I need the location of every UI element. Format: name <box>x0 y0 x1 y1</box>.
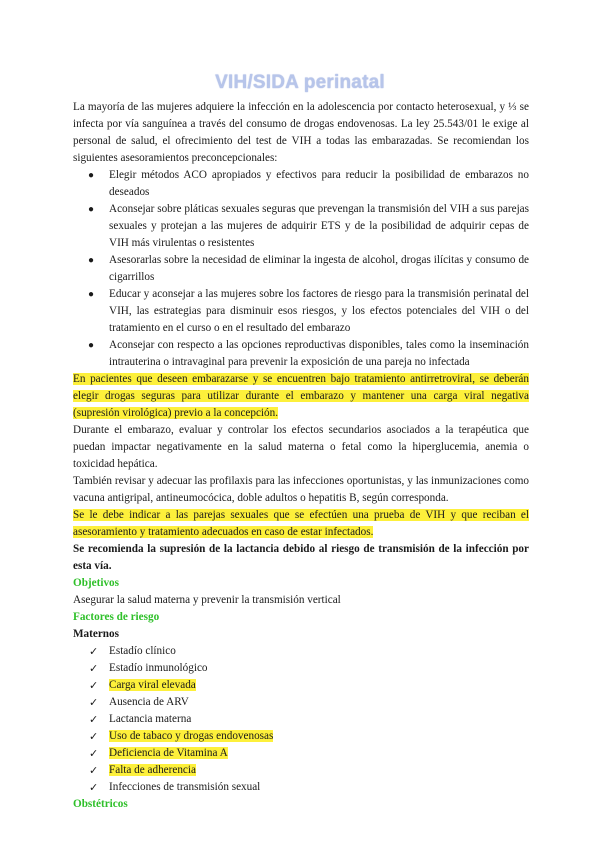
list-item: ✓ Deficiencia de Vitamina A <box>89 747 228 760</box>
bullet-icon: ● <box>88 170 95 181</box>
list-item: ● Asesorarlas sobre la necesidad de eliminar la ingesta de alcohol, drogas ilícitas y consumo de cigarrillos <box>88 254 529 283</box>
maternal-risk-list <box>73 643 529 796</box>
check-icon: ✓ <box>89 730 99 743</box>
check-icon: ✓ <box>89 747 99 760</box>
bullet-icon: ● <box>88 289 95 300</box>
check-icon: ✓ <box>89 645 99 658</box>
heading-objetivos: Objetivos <box>73 577 119 589</box>
list-item: ✓ Ausencia de ARV <box>89 696 189 709</box>
objetivos-text: Asegurar la salud materna y prevenir la transmisión vertical <box>73 594 341 606</box>
recommendations-list <box>73 167 529 371</box>
list-item: ✓ Infecciones de transmisión sexual <box>89 781 261 794</box>
pregnancy-control-paragraph: Durante el embarazo, evaluar y controlar los efectos secundarios asociados a la terapéutica que puedan impactar negativamente en la salud materna o fetal como la hiperglucemia, anemia o toxicidad hepática. <box>73 424 529 470</box>
prophylaxis-paragraph: También revisar y adecuar las profilaxis para las infecciones oportunistas, y las inmunizaciones como vacuna antigripal, antineumocócica, doble adultos o hepatitis B, según corresponda. <box>73 475 529 504</box>
bullet-icon: ● <box>88 340 95 351</box>
check-icon: ✓ <box>89 781 99 794</box>
check-icon: ✓ <box>89 662 99 675</box>
highlighted-paragraph-treatment: En pacientes que deseen embarazarse y se encuentren bajo tratamiento antirretroviral, se deberán elegir drogas seguras para utilizar durante el embarazo y mantener una carga viral negativa (supresión virológica) previo a la concepción. <box>73 373 529 419</box>
bullet-icon: ● <box>88 255 95 266</box>
check-icon: ✓ <box>89 679 99 692</box>
list-item: ✓ Carga viral elevada <box>89 679 196 692</box>
list-item: ● Educar y aconsejar a las mujeres sobre los factores de riesgo para la transmisión perinatal del VIH, las estrategias para disminuir esos riesgos, y los efectos potenciales del VIH o del tratamiento en el curso o en el resultado del embarazo <box>88 288 529 334</box>
list-item: ● Aconsejar con respecto a las opciones reproductivas disponibles, tales como la inseminación intrauterina o intravaginal para prevenir la exposición de una pareja no infectada <box>88 339 529 368</box>
list-item: ✓ Falta de adherencia <box>89 764 196 777</box>
list-item: ● Elegir métodos ACO apropiados y efectivos para reducir la posibilidad de embarazos no deseados <box>88 169 529 198</box>
document-body <box>73 99 529 813</box>
lactation-paragraph: Se recomienda la supresión de la lactancia debido al riesgo de transmisión de la infección por esta vía. <box>73 543 529 572</box>
list-item: ✓ Estadío inmunológico <box>89 662 208 675</box>
check-icon: ✓ <box>89 713 99 726</box>
list-item: ✓ Uso de tabaco y drogas endovenosas <box>89 730 274 743</box>
list-item: ● Aconsejar sobre pláticas sexuales seguras que prevengan la transmisión del VIH a sus parejas sexuales y protejan a las mujeres de adquirir ETS y de la posibilidad de adquirir cepas de VIH más virulentas o resistentes <box>88 203 529 249</box>
heading-factores-de-riesgo: Factores de riesgo <box>73 611 160 623</box>
list-item: ✓ Estadío clínico <box>89 645 176 658</box>
check-icon: ✓ <box>89 764 99 777</box>
intro-paragraph: La mayoría de las mujeres adquiere la infección en la adolescencia por contacto heterosexual, y ⅓ se infecta por vía sanguínea a través del consumo de drogas endovenosas. La ley 25.543/01 le exige al personal de salud, el ofrecimiento del test de VIH a todas las embarazadas. Se recomiendan los siguientes asesoramientos preconcepcionales: <box>73 101 529 164</box>
page-title: VIH/SIDA perinatal <box>215 72 385 93</box>
highlighted-paragraph-partners: Se le debe indicar a las parejas sexuales que se efectúen una prueba de VIH y que reciban el asesoramiento y tratamiento adecuados en caso de estar infectados. <box>73 509 529 538</box>
list-item: ✓ Lactancia materna <box>89 713 192 726</box>
heading-maternos: Maternos <box>73 628 119 640</box>
heading-obstetricos: Obstétricos <box>73 798 128 810</box>
check-icon: ✓ <box>89 696 99 709</box>
bullet-icon: ● <box>88 204 95 215</box>
